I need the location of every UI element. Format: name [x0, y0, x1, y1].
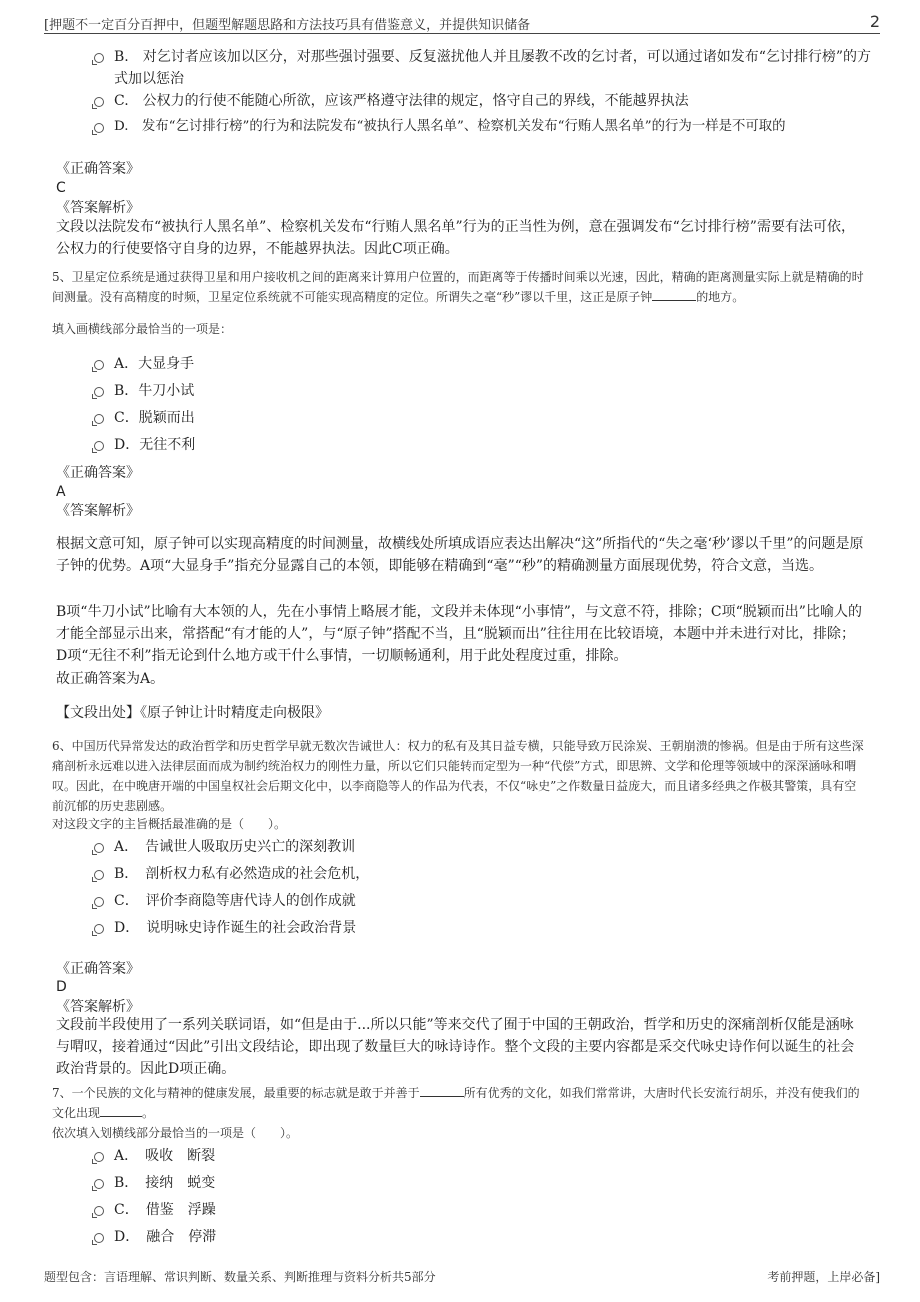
option-text: 脱颖而出 [138, 410, 195, 426]
page-footer [44, 1268, 880, 1288]
option-text: 评价李商隐等唐代诗人的创作成就 [145, 893, 356, 909]
radio-icon[interactable] [94, 1206, 104, 1216]
q4-option-b[interactable] [94, 46, 874, 90]
option-letter: A． [114, 1148, 132, 1164]
page-number: 2 [869, 12, 880, 31]
fill-blank [420, 1084, 464, 1097]
option-letter: D. [114, 119, 129, 134]
q7-stem-text-end: 。 [142, 1106, 155, 1120]
radio-icon[interactable] [94, 897, 104, 907]
option-text: 借鉴 浮躁 [145, 1202, 216, 1218]
option-text: 牛刀小试 [138, 383, 195, 399]
q5-stem [52, 267, 867, 307]
q4-analysis: 文段以法院发布“被执行人黑名单”、检察机关发布“行贿人黑名单”行为的正当性为例，意在强调发布“乞讨排行榜”需要有法可依，公权力的行使要恪守自身的边界，不能越界执法。因此C项正确。 [56, 219, 855, 257]
option-letter: A． [114, 356, 139, 372]
q7-stem-text: 7、一个民族的文化与精神的健康发展，最重要的标志就是敢于并善于 [52, 1086, 420, 1100]
radio-icon[interactable] [94, 414, 104, 424]
option-text: 发布“乞讨排行榜”的行为和法院发布“被执行人黑名单”、检察机关发布“行贿人黑名单”的行为一样是不可取的 [141, 119, 786, 134]
option-text: 剖析权力私有必然造成的社会危机， [145, 866, 370, 882]
q5-analysis-label: 《答案解析》 [56, 503, 140, 519]
q5-analysis-p1: 根据文意可知，原子钟可以实现高精度的时间测量，故横线处所填成语应表达出解决“这”所指代的“失之毫‘秒’谬以千里”的问题是原子钟的优势。A项“大显身手”指充分显露自己的本领，即能够在精确到“毫”“秒”的精确测量方面展现优势，符合文意，当选。 [56, 536, 864, 574]
option-text: 吸收 断裂 [145, 1148, 216, 1164]
option-letter: C． [114, 893, 132, 909]
radio-icon[interactable] [94, 1233, 104, 1243]
option-text: 公权力的行使不能随心所欲，应该严格遵守法律的规定，恪守自己的界线，不能越界执法 [142, 93, 689, 109]
radio-icon[interactable] [94, 924, 104, 934]
q5-stem-text: 5、卫星定位系统是通过获得卫星和用户接收机之间的距离来计算用户位置的，而距离等于传播时间乘以光速，因此，精确的距离测量实际上就是精确的时间测量。没有高精度的时频，卫星定位系统就不可能实现高精度的定位。所谓失之毫“秒”谬以千里，这正是原子钟 [52, 270, 864, 304]
q5-stem-text-end: 的地方。 [696, 290, 745, 304]
q6-answer: D [56, 979, 67, 995]
q5-analysis-p2: B项“牛刀小试”比喻有大本领的人，先在小事情上略展才能，文段并未体现“小事情”，与文意不符，排除；C项“脱颖而出”比喻人的才能全部显示出来，常搭配“有才能的人”，与“原子钟”搭配不当，且“脱颖而出”往往用在比较语境，本题中并未进行对比，排除；D项“无往不利”指无论到什么地方或干什么事情，一切顺畅通利，用于此处程度过重，排除。 [56, 604, 862, 664]
fill-blank [100, 1104, 142, 1117]
option-letter: C． [114, 1202, 132, 1218]
q4-option-c[interactable] [94, 90, 874, 112]
radio-icon[interactable] [94, 870, 104, 880]
footer-left-text: 题型包含：言语理解、常识判断、数量关系、判断推理与资料分析共5部分 [44, 1270, 436, 1284]
option-letter: A． [114, 839, 132, 855]
q6-prompt: 对这段文字的主旨概括最准确的是（ ）。 [52, 817, 287, 831]
fill-blank [652, 288, 696, 301]
q7-stem [52, 1083, 867, 1123]
option-text: 无往不利 [139, 437, 196, 453]
radio-icon[interactable] [94, 843, 104, 853]
option-letter: B． [114, 1175, 132, 1191]
radio-icon[interactable] [94, 387, 104, 397]
radio-icon[interactable] [94, 53, 104, 63]
q5-prompt: 填入画横线部分最恰当的一项是： [52, 322, 233, 336]
radio-icon[interactable] [94, 123, 104, 133]
q6-stem: 6、中国历代异常发达的政治哲学和历史哲学早就无数次告诫世人：权力的私有及其日益专横，只能导致万民涂炭、王朝崩溃的惨祸。但是由于所有这些深痛剖析永远难以进入法律层面而成为制约统治权力的刚性力量，所以它们只能转而定型为一种“代偿”方式，即思辨、文学和伦理等领域中的深深涵咏和喟叹。因此，在中晚唐开端的中国皇权社会后期文化中，以李商隐等人的作品为代表，不仅“咏史”之作数量日益庞大，而且诸多经典之作极其警策，具有空前沉郁的历史悲剧感。 [52, 739, 864, 813]
footer-right-text: 考前押题，上岸必备] [767, 1270, 880, 1284]
option-letter: C. [114, 93, 129, 109]
radio-icon[interactable] [94, 360, 104, 370]
option-letter: B. [114, 49, 129, 65]
option-text: 融合 停滞 [146, 1229, 217, 1245]
radio-icon[interactable] [94, 1179, 104, 1189]
q5-analysis-conclusion: 故正确答案为A。 [56, 671, 165, 687]
option-letter: D． [114, 920, 133, 936]
header-text: [押题不一定百分百押中，但题型解题思路和方法技巧具有借鉴意义，并提供知识储备 [44, 18, 531, 33]
header-divider [44, 33, 880, 34]
radio-icon[interactable] [94, 441, 104, 451]
option-text: 说明咏史诗作诞生的社会政治背景 [146, 920, 357, 936]
q5-answer: A [56, 484, 66, 500]
option-letter: C． [114, 410, 139, 426]
q4-option-d[interactable] [94, 116, 874, 138]
q7-prompt: 依次填入划横线部分最恰当的一项是（ ）。 [52, 1126, 299, 1140]
q4-answer: C [56, 180, 66, 196]
q5-source: 【文段出处】《原子钟让计时精度走向极限》 [56, 705, 329, 721]
q7-stem-text-mid: 所有优秀的文化，如我们常常讲，大唐时代长安流行胡乐，并没有使我们的文化出现 [52, 1086, 860, 1120]
option-letter: B． [114, 383, 139, 399]
q4-answer-label: 《正确答案》 [56, 161, 140, 177]
option-text: 告诫世人吸取历史兴亡的深刻教训 [145, 839, 356, 855]
q6-analysis-label: 《答案解析》 [56, 999, 140, 1015]
radio-icon[interactable] [94, 1152, 104, 1162]
q6-analysis: 文段前半段使用了一系列关联词语，如“但是由于...所以只能”等来交代了囿于中国的王朝政治，哲学和历史的深痛剖析仅能是涵咏与喟叹，接着通过“因此”引出文段结论，即出现了数量巨大的咏诗诗作。整个文段的主要内容都是采交代咏史诗作何以诞生的社会政治背景的。因此D项正确。 [56, 1017, 855, 1077]
q5-answer-label: 《正确答案》 [56, 465, 140, 481]
option-text: 接纳 蜕变 [145, 1175, 216, 1191]
option-text: 大显身手 [138, 356, 195, 372]
page-header [44, 12, 880, 32]
q6-answer-label: 《正确答案》 [56, 961, 140, 977]
option-letter: D． [114, 437, 140, 453]
option-letter: D． [114, 1229, 133, 1245]
q4-analysis-label: 《答案解析》 [56, 200, 140, 216]
option-text: 对乞讨者应该加以区分，对那些强讨强要、反复滋扰他人并且屡教不改的乞讨者，可以通过诸如发布“乞讨排行榜”的方式加以惩治 [114, 49, 872, 87]
option-letter: B． [114, 866, 132, 882]
radio-icon[interactable] [94, 97, 104, 107]
